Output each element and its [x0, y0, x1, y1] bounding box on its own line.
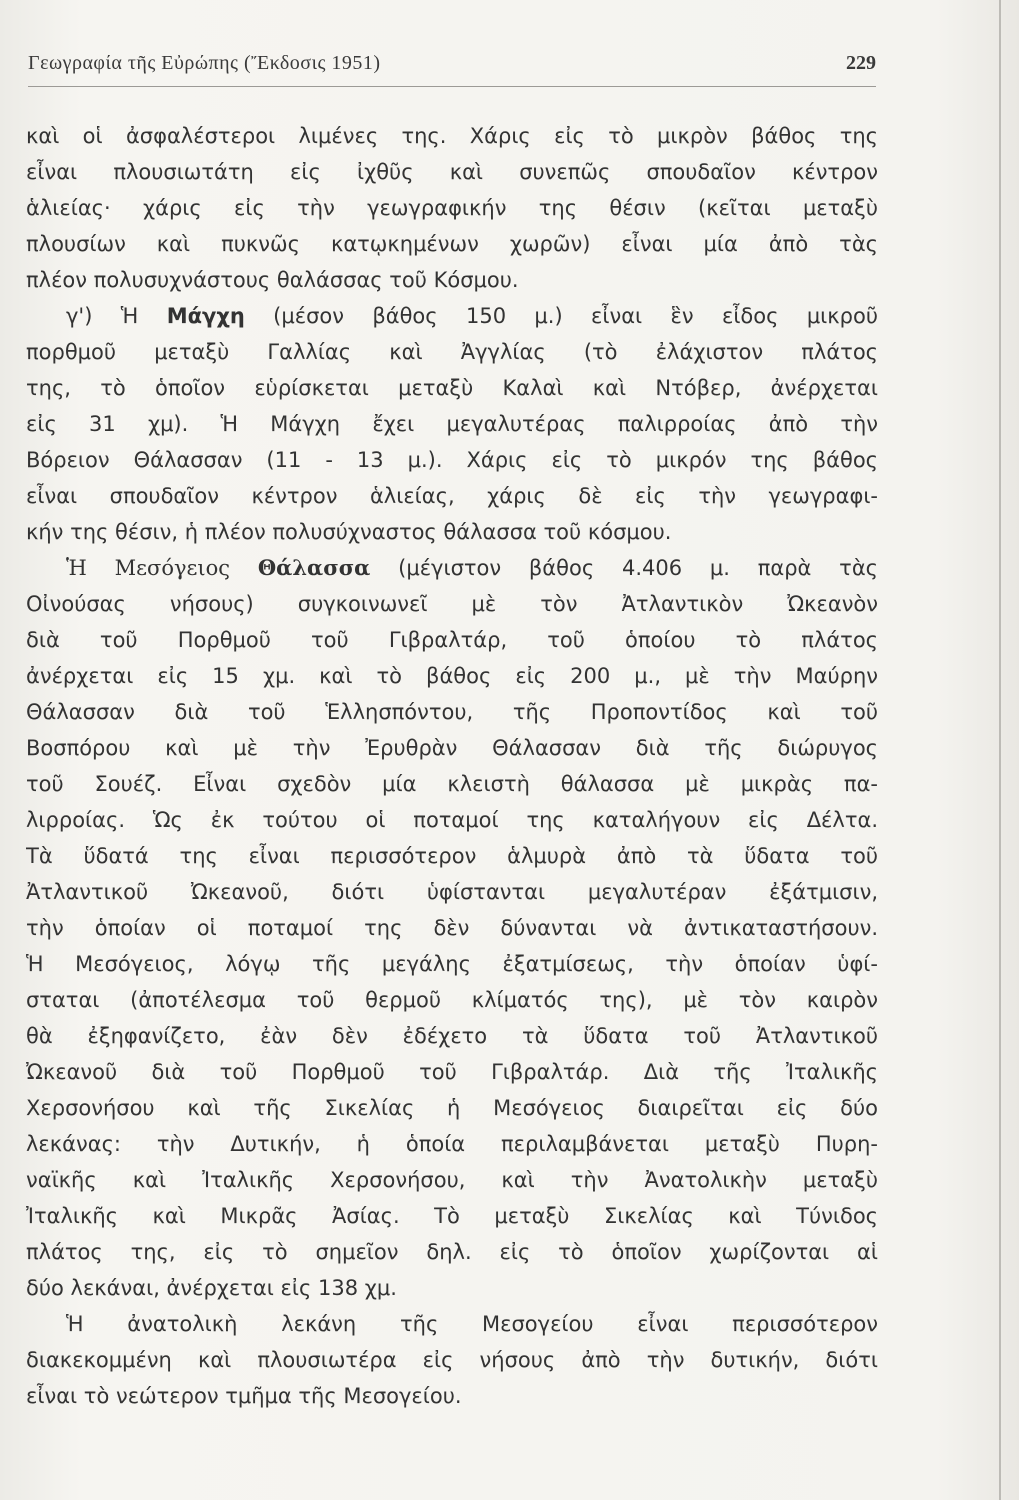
text-line: καὶ οἱ ἀσφαλέστεροι λιμένες της. Χάρις εἰς τὸ μικρὸν βάθος της	[26, 124, 878, 148]
body-text	[26, 118, 878, 1414]
text-line: Ἰταλικῆς καὶ Μικρᾶς Ἀσίας. Τὸ μεταξὺ Σικελίας καὶ Τύνιδος	[26, 1204, 878, 1228]
text-run: γ') Ἡ	[66, 304, 167, 328]
text-line	[26, 298, 878, 334]
text-line: σταται (ἀποτέλεσμα τοῦ θερμοῦ κλίματός της), μὲ τὸν καιρὸν	[26, 988, 878, 1012]
text-line: κήν της θέσιν, ἡ πλέον πολυσύχναστος θάλασσα τοῦ κόσμου.	[26, 520, 672, 544]
page-number: 229	[846, 52, 876, 74]
text-line: Ἀτλαντικοῦ Ὠκεανοῦ, διότι ὑφίστανται μεγαλυτέραν ἐξάτμισιν,	[26, 880, 878, 904]
text-line: εἶναι τὸ νεώτερον τμῆμα τῆς Μεσογείου.	[26, 1384, 462, 1408]
text-line: πλέον πολυσυχνάστους θαλάσσας τοῦ Κόσμου.	[26, 268, 519, 292]
text-line: Ὠκεανοῦ διὰ τοῦ Πορθμοῦ τοῦ Γιβραλτάρ. Διὰ τῆς Ἰταλικῆς	[26, 1060, 878, 1084]
term-manche: Μάγχη	[166, 304, 245, 328]
text-line: τὴν ὁποίαν οἱ ποταμοί της δὲν δύνανται νὰ ἀντικαταστήσουν.	[26, 916, 878, 940]
text-line: Ἡ ἀνατολικὴ λεκάνη τῆς Μεσογείου εἶναι περισσότερον	[66, 1312, 878, 1336]
term-mediterranean: Θάλασσα	[257, 555, 371, 580]
text-line: λεκάνας: τὴν Δυτικήν, ἡ ὁποία περιλαμβάνεται μεταξὺ Πυρη-	[26, 1132, 878, 1156]
running-title: Γεωγραφία τῆς Εὐρώπης (Ἔκδοσις 1951)	[28, 52, 381, 74]
text-line: διὰ τοῦ Πορθμοῦ τοῦ Γιβραλτάρ, τοῦ ὁποίου τὸ πλάτος	[26, 628, 878, 652]
text-line: δύο λεκάναι, ἀνέρχεται εἰς 138 χμ.	[26, 1276, 397, 1300]
text-line	[26, 550, 878, 586]
text-run: (μέσον βάθος 150 μ.) εἶναι ἓν εἶδος μικροῦ	[244, 304, 878, 328]
text-line: Βοσπόρου καὶ μὲ τὴν Ἐρυθρὰν Θάλασσαν διὰ τῆς διώρυγος	[26, 736, 878, 760]
text-line: ἁλιείας· χάρις εἰς τὴν γεωγραφικήν της θέσιν (κεῖται μεταξὺ	[26, 196, 878, 220]
text-line: Τὰ ὕδατά της εἶναι περισσότερον ἁλμυρὰ ἀπὸ τὰ ὕδατα τοῦ	[26, 844, 878, 868]
running-header	[28, 52, 876, 87]
text-line: εἶναι σπουδαῖον κέντρον ἁλιείας, χάρις δὲ εἰς τὴν γεωγραφι-	[26, 484, 878, 508]
text-run: (μέγιστον βάθος 4.406 μ. παρὰ τὰς	[370, 556, 878, 580]
text-line: ναϊκῆς καὶ Ἰταλικῆς Χερσονήσου, καὶ τὴν Ἀνατολικὴν μεταξὺ	[26, 1168, 878, 1192]
text-line: Ἡ Μεσόγειος, λόγῳ τῆς μεγάλης ἐξατμίσεως, τὴν ὁποίαν ὑφί-	[26, 952, 878, 976]
page-edge-line	[999, 0, 1001, 1500]
text-line: εἶναι πλουσιωτάτη εἰς ἰχθῦς καὶ συνεπῶς σπουδαῖον κέντρον	[26, 160, 878, 184]
text-line: διακεκομμένη καὶ πλουσιωτέρα εἰς νήσους ἀπὸ τὴν δυτικήν, διότι	[26, 1348, 878, 1372]
text-line: θὰ ἐξηφανίζετο, ἐὰν δὲν ἐδέχετο τὰ ὕδατα τοῦ Ἀτλαντικοῦ	[26, 1024, 878, 1048]
text-line: τοῦ Σουέζ. Εἶναι σχεδὸν μία κλειστὴ θάλασσα μὲ μικρὰς πα-	[26, 772, 878, 796]
text-line: λιρροίας. Ὡς ἐκ τούτου οἱ ποταμοί της καταλήγουν εἰς Δέλτα.	[26, 808, 878, 832]
text-line: πλάτος της, εἰς τὸ σημεῖον δηλ. εἰς τὸ ὁποῖον χωρίζονται αἱ	[26, 1240, 878, 1264]
text-line: εἰς 31 χμ). Ἡ Μάγχη ἔχει μεγαλυτέρας παλιρροίας ἀπὸ τὴν	[26, 412, 878, 436]
text-line: Χερσονήσου καὶ τῆς Σικελίας ἡ Μεσόγειος διαιρεῖται εἰς δύο	[26, 1096, 878, 1120]
text-line: της, τὸ ὁποῖον εὑρίσκεται μεταξὺ Καλαὶ καὶ Ντόβερ, ἀνέρχεται	[26, 376, 878, 400]
text-line: Οἰνούσας νήσους) συγκοινωνεῖ μὲ τὸν Ἀτλαντικὸν Ὠκεανὸν	[26, 592, 878, 616]
text-line: πορθμοῦ μεταξὺ Γαλλίας καὶ Ἀγγλίας (τὸ ἐλάχιστον πλάτος	[26, 340, 878, 364]
text-run: Ἡ Μεσόγειος	[66, 556, 258, 580]
text-line: Βόρειον Θάλασσαν (11 - 13 μ.). Χάρις εἰς τὸ μικρόν της βάθος	[26, 448, 878, 472]
text-line: Θάλασσαν διὰ τοῦ Ἑλλησπόντου, τῆς Προποντίδος καὶ τοῦ	[26, 700, 878, 724]
text-line: πλουσίων καὶ πυκνῶς κατῳκημένων χωρῶν) εἶναι μία ἀπὸ τὰς	[26, 232, 878, 256]
text-line: ἀνέρχεται εἰς 15 χμ. καὶ τὸ βάθος εἰς 200 μ., μὲ τὴν Μαύρην	[26, 664, 878, 688]
